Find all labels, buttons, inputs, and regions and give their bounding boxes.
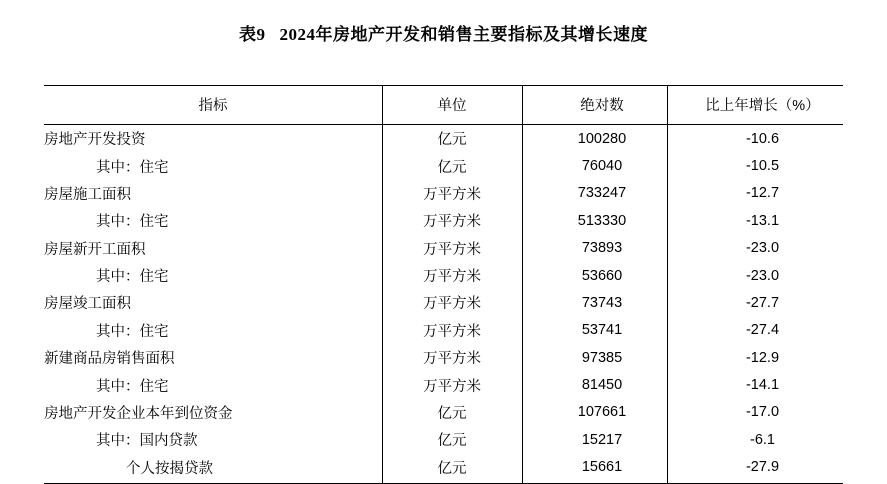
real-estate-indicators-table [44,85,843,484]
cell-unit: 万平方米 [423,323,481,340]
cell-indicator: 房屋新开工面积 [44,241,146,258]
cell-absolute-value: 53741 [581,322,623,339]
cell-indicator: 其中：住宅 [96,214,169,231]
cell-indicator: 其中：住宅 [96,159,169,176]
table-row [44,262,843,289]
cell-absolute-value: 81450 [581,377,623,394]
cell-unit: 亿元 [382,454,522,484]
cell-growth-rate: -13.1 [745,212,780,229]
cell-indicator: 其中：住宅 [96,269,169,286]
cell-absolute-value: 73743 [581,294,623,311]
table-row [44,152,843,179]
cell-indicator: 其中：国内贷款 [96,433,198,450]
cell-unit: 万平方米 [423,269,481,286]
column-divider-3 [667,85,668,484]
table-row [44,317,843,344]
cell-indicator: 其中：住宅 [96,378,169,395]
table-row [44,454,843,484]
table-row [44,426,843,453]
table-container [44,85,843,484]
column-header-unit: 单位 [382,86,522,125]
table-row [44,180,843,207]
table-row [44,207,843,234]
table-row [44,125,843,153]
cell-unit: 亿元 [437,159,467,176]
table-title-text: 2024年房地产开发和销售主要指标及其增长速度 [279,25,648,44]
cell-absolute-value: 15661 [522,454,682,484]
cell-unit: 亿元 [437,433,467,450]
cell-growth-rate: -27.4 [745,322,780,339]
cell-absolute-value: 107661 [577,404,627,421]
cell-absolute-value: 53660 [581,267,623,284]
column-divider-1 [382,85,383,484]
cell-growth-rate: -23.0 [745,240,780,257]
cell-unit: 万平方米 [423,296,481,313]
cell-indicator: 新建商品房销售面积 [44,351,175,368]
cell-indicator: 房屋竣工面积 [44,296,131,313]
table-header-row [44,86,843,125]
cell-unit: 亿元 [437,132,467,149]
cell-unit: 万平方米 [423,214,481,231]
table-row [44,235,843,262]
table-row [44,344,843,371]
table-number: 表9 [239,25,266,44]
cell-growth-rate: -27.7 [745,294,780,311]
cell-growth-rate: -23.0 [745,267,780,284]
cell-growth-rate: -17.0 [745,404,780,421]
cell-indicator: 房地产开发企业本年到位资金 [44,405,233,422]
cell-growth-rate: -10.6 [745,130,780,147]
cell-absolute-value: 73893 [581,240,623,257]
cell-absolute-value: 733247 [577,185,627,202]
cell-absolute-value: 513330 [577,212,627,229]
cell-unit: 万平方米 [423,378,481,395]
cell-indicator: 个人按揭贷款 [44,454,382,484]
cell-indicator: 房地产开发投资 [44,132,146,149]
table-body [44,125,843,484]
cell-unit: 万平方米 [423,186,481,203]
table-row [44,289,843,316]
cell-indicator: 其中：住宅 [96,323,169,340]
table-row [44,399,843,426]
cell-absolute-value: 100280 [577,130,627,147]
cell-growth-rate: -14.1 [745,377,780,394]
cell-indicator: 房屋施工面积 [44,186,131,203]
table-row [44,371,843,398]
page-title [0,0,887,45]
cell-absolute-value: 76040 [581,158,623,175]
cell-growth-rate: -12.7 [745,185,780,202]
cell-unit: 万平方米 [423,241,481,258]
cell-absolute-value: 15217 [581,431,623,448]
column-header-indicator: 指标 [44,86,382,125]
cell-unit: 亿元 [437,405,467,422]
column-header-absolute: 绝对数 [522,86,682,125]
cell-growth-rate: -10.5 [745,158,780,175]
cell-growth-rate: -27.9 [682,454,843,484]
cell-growth-rate: -6.1 [750,431,775,448]
cell-growth-rate: -12.9 [745,349,780,366]
column-divider-2 [522,85,523,484]
cell-absolute-value: 97385 [581,349,623,366]
column-header-growth: 比上年增长（%） [682,86,843,125]
cell-unit: 万平方米 [423,351,481,368]
